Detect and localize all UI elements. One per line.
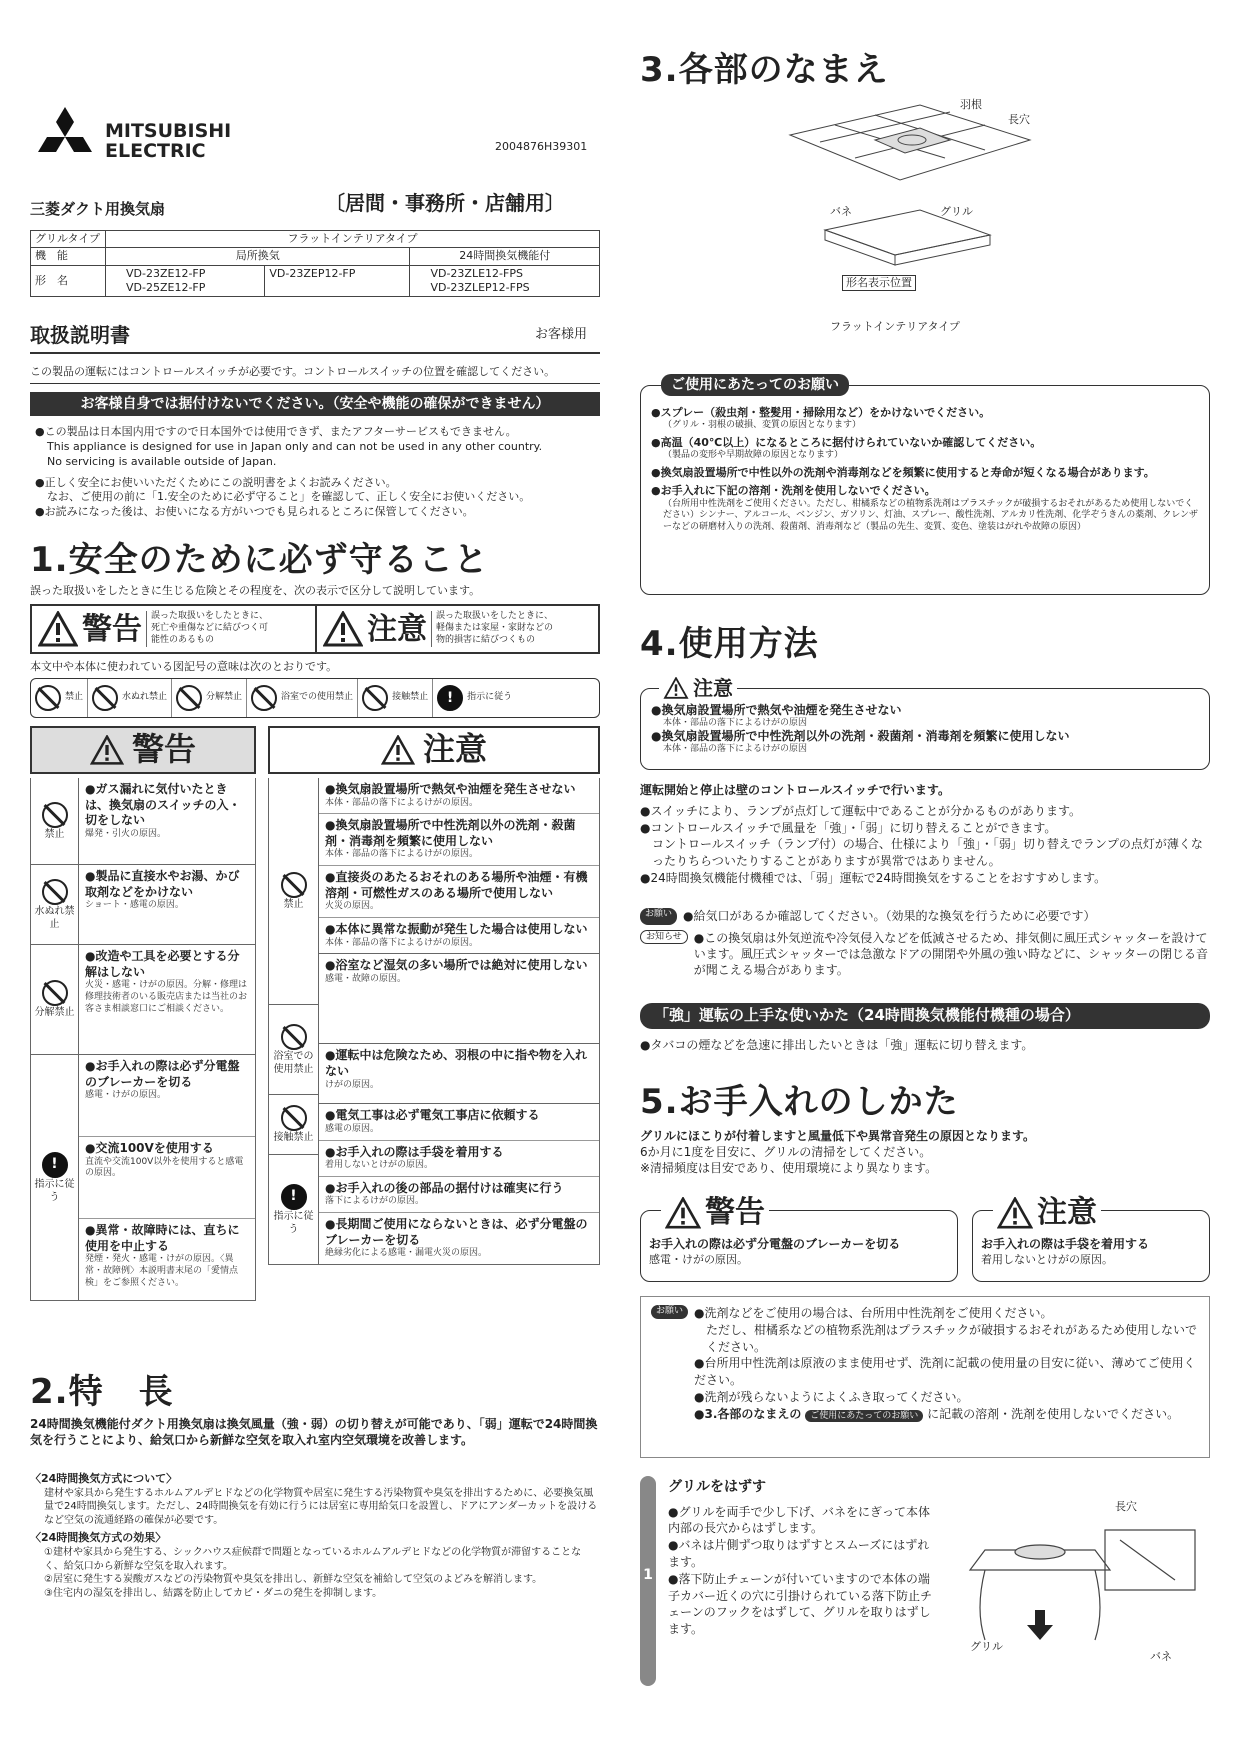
usage-request-note: お願い ●給気口があるか確認してください。（効果的な換気を行うために必要です） xyxy=(640,908,1210,925)
symbol-legend xyxy=(30,678,600,718)
warning-triangle-icon xyxy=(38,611,78,647)
warning-triangle-icon xyxy=(90,735,124,765)
no-disassembly-icon xyxy=(176,685,202,711)
mitsubishi-logo xyxy=(30,105,100,165)
caution-triangle-icon xyxy=(323,611,363,647)
cleaning-caution-box: 注意 お手入れの際は手袋を着用する 着用しないとけがの原因。 xyxy=(972,1210,1210,1282)
cleaning-warning-box: 警告 お手入れの際は必ず分電盤のブレーカーを切る 感電・けがの原因。 xyxy=(640,1210,958,1282)
usage-label: 〔居間・事務所・店舗用〕 xyxy=(325,191,565,215)
caution-table: 注意 禁止 浴室での使用禁止 接触禁止 ! 指示に従う ●換気扇設置場所で熱気や油煙を発生させない 本体・部品の落下によるけがの原因。 ●換気扇設置場所で中性洗剤以外の洗剤・殺菌剤・消毒剤を頻繁に使用しない 本体・部品の落下によるけがの原因。 ●直接炎のあたるおそれのある場所や油煙・有機溶剤・可燃性ガスのある場所で使用しない 火災の原因。 ●本体に異常な振動が発生した場合は使用しない 本体・部品の落下によるけがの原因。 ●浴室など湿気の多い場所では絶対に使用しない 感電・故障の原因。 ●運転中は危険なため、羽根の中に指や物を入れない けがの原因。 ●電気工事は必ず電気工事店に依頼する 感電の原因。 ●お手入れの際は手袋を着用する 着用しないとけがの原因。 ●お手入れの後の部品の据付けは確実に行う 落下によるけがの原因。 ●長期間ご使用にならないときは、必ず分電盤のブレーカーを切る 絶縁劣化による感電・漏電火災の原因。 xyxy=(268,726,600,1265)
prohibited-symbol: 禁止 xyxy=(31,679,88,717)
customer-label: お客様用 xyxy=(535,327,588,342)
usage-instructions: 運転開始と停止は壁のコントロールスイッチで行います。 ●スイッチにより、ランプが点灯して運転中であることが分かるものがあります。 ●コントロールスイッチで風量を「強」・「弱」に切り替えることができます。 コントロールスイッチ（ランプ付）の場合、仕様により「強」・「弱」切り替えでランプの点灯が薄くなったりちらついたりすることがありますが異常ではありません。 ●24時間換気機能付機種では、「弱」運転で24時間換気をすることをおすすめします。 xyxy=(640,783,1203,885)
no-water-symbol: 水ぬれ禁止 xyxy=(88,679,172,717)
follow-instructions-symbol: ! 指示に従う xyxy=(433,679,516,717)
section2-body: 〈24時間換気方式について〉 建材や家具から発生するホルムアルデヒドなどの化学物質や居室に発生する汚染物質や臭気を排出するために、必要換気風量で24時間換気します。ただし、24時間換気を有効に行うには居室に専用給気口を設置し、ドアにアンダーカットを設けるなど空気の流通経路の確保が必要です。 〈24時間換気方式の効果〉 ①建材や家具から発生する、シックハウス症候群で問題となっているホルムアルデヒドなどの化学物質が滞留することなく、給気口から新鮮な空気を取入れます。 ②居室に発生する炭酸ガスなどの汚染物質や臭気を排出し、新鮮な空気を補給して空気のよどみを解消します。 ③住宅内の湿気を排出し、結露を防止してカビ・ダニの発生を抑制します。 xyxy=(30,1472,598,1599)
section5-title: 5.お手入れのしかた xyxy=(640,1082,959,1122)
no-bathroom-symbol: 浴室での使用禁止 xyxy=(247,679,358,717)
brand-name: MITSUBISHI ELECTRIC xyxy=(105,120,232,162)
product-name: 三菱ダクト用換気扇 xyxy=(30,200,166,218)
section1-title: 1.安全のために必ず守ること xyxy=(30,540,489,580)
section2-title: 2.特 長 xyxy=(30,1372,174,1412)
manual-title: 取扱説明書 xyxy=(30,323,130,347)
no-disassembly-symbol: 分解禁止 xyxy=(172,679,247,717)
section1-intro: 誤った取扱いをしたときに生じる危険とその程度を、次の表示で区分して説明しています。 xyxy=(30,584,481,597)
step-number: 1 xyxy=(640,1476,656,1686)
switch-note: この製品の運転にはコントロールスイッチが必要です。コントロールスイッチの位置を確認してください。 xyxy=(30,365,556,378)
no-touch-icon xyxy=(362,685,388,711)
doc-code: 2004876H39301 xyxy=(495,140,588,153)
section3-title: 3.各部のなまえ xyxy=(640,50,889,90)
model-position-label: 形名表示位置 xyxy=(842,275,916,291)
caution-triangle-icon xyxy=(663,677,689,699)
cleaning-request-box: お願い ●洗剤などをご使用の場合は、台所用中性洗剤をご使用ください。 ただし、柑橘系などの植物系洗剤はプラスチックが破損するおそれがあるため使用しないでください。 ●台所用中性洗剤は原液のまま使用せず、洗剤に記載の使用量の目安に従い、薄めてご使用ください。 ●洗剤が残らないようによくふき取ってください。 ●3.各部のなまえの ご使用にあたってのお願い に記載の溶剤・洗剤を使用しないでください。 xyxy=(640,1296,1210,1458)
strong-mode-text: ●タバコの煙などを急速に排出したいときは「強」運転に切り替えます。 xyxy=(640,1038,1034,1052)
no-water-icon xyxy=(92,685,118,711)
usage-info-note: お知らせ ●この換気扇は外気逆流や冷気侵入などを低減させるため、排気側に風圧式シャッターを設けています。風圧式シャッターでは急激なドアの開閉や外風の強い時などに、シャッターの閉じる音が聞こえる場合があります。 xyxy=(640,930,1210,979)
install-warning-bar: お客様自身では据付けないでください。（安全や機能の確保ができません） xyxy=(30,392,600,416)
cleaning-intro: グリルにほこりが付着しますと風量低下や異常音発生の原因となります。 6か月に1度を目安に、グリルの清掃をしてください。 ※清掃頻度は目安であり、使用環境により異なります。 xyxy=(640,1129,1036,1176)
no-touch-symbol: 接触禁止 xyxy=(358,679,433,717)
spec-table: グリルタイプ フラットインテリアタイプ 機 能 局所換気 24時間換気機能付 形 名 VD-23ZE12-FP VD-25ZE12-FP VD-23ZEP12-FP VD-23ZLE12-FPS VD-23ZLEP12-FPS xyxy=(30,230,600,297)
notes: ●この製品は日本国内用ですので日本国外では使用できず、またアフターサービスもできません。 This appliance is designed for use in Japan only and can not be used in any other country. No servicing is available outside of Japan. ●正しく安全にお使いいただくためにこの説明書をよくお読みください。 なお、ご使用の前に「1.安全のために必ず守ること」を確認して、正しく安全にお使いください。 ●お読みになった後は、お使いになる方がいつでも見られるところに保管してください。 xyxy=(35,425,543,519)
section4-title: 4.使用方法 xyxy=(640,624,819,664)
grill-removal-figure: 長穴 グリル バネ xyxy=(965,1500,1210,1670)
severity-legend: 警告 誤った取扱いをしたときに、死亡や重傷などに結びつく可能性のあるもの 注意 誤った取扱いをしたときに、軽傷または家屋・家財などの物的損害に結びつくもの xyxy=(30,604,600,654)
caution-triangle-icon xyxy=(997,1197,1033,1229)
prohibited-icon xyxy=(35,685,61,711)
section2-lead: 24時間換気機能付ダクト用換気扇は換気風量（強・弱）の切り替えが可能であり、「弱」運転で24時間換気を行うことにより、給気口から新鮮な空気を取入れ室内空気環境を改善します。 xyxy=(30,1417,598,1448)
parts-diagram: 羽根 長穴 バネ グリル 形名表示位置 フラットインテリアタイプ xyxy=(780,95,1040,335)
symbols-intro: 本文中や本体に使われている図記号の意味は次のとおりです。 xyxy=(30,660,338,673)
caution-triangle-icon xyxy=(381,735,415,765)
strong-mode-bar: 「強」運転の上手な使いかた（24時間換気機能付機種の場合） xyxy=(640,1003,1210,1029)
warning-table: 警告 禁止 ●ガス漏れに気付いたときは、換気扇のスイッチの入・切をしない 爆発・引火の原因。 水ぬれ禁止 ●製品に直接水やお湯、かび取剤などをかけない ショート・感電の原因。 分解禁止 ●改造や工具を必要とする分解はしない 火災・感電・けがの原因。分解・修理は修理技術者のいる販売店または当社のお客さま相談窓口にご相談ください。 ! 指示に従う ●お手入れの際は必ず分電盤のブレーカーを切る 感電・けがの原因。 ●交流100Vを使用する 直流や交流100V以外を使用すると感電の原因。 ●異常・故障時には、直ちに使用を中止する 発煙・発火・感電・けがの原因。〈異常・故障例〉本説明書末尾の「愛情点検」をご参照ください。 xyxy=(30,726,256,1301)
no-bathroom-icon xyxy=(251,685,277,711)
warning-triangle-icon xyxy=(665,1197,701,1229)
remove-grill-step: グリルをはずす ●グリルを両手で少し下げ、バネをにぎって本体内部の長穴からはずします。 ●バネは片側ずつ取りはずすとスムーズにはずれます。 ●落下防止チェーンが付いていますので本体の端子カバー近くの穴に引掛けられている落下防止チェーンのフックをはずして、グリルを取りはずします。 xyxy=(668,1479,933,1637)
usage-caution-box: 注意 ●換気扇設置場所で熱気や油煙を発生させない 本体・部品の落下によるけがの原因 ●換気扇設置場所で中性洗剤以外の洗剤・殺菌剤・消毒剤を頻繁に使用しない 本体・部品の落下によるけがの原因 xyxy=(640,688,1210,770)
exclamation-icon: ! xyxy=(437,685,463,711)
usage-request-box: ご使用にあたってのお願い ●スプレー（殺虫剤・整髪用・掃除用など）をかけないでください。 （グリル・羽根の破損、変質の原因となります） ●高温（40℃以上）になるところに据付けられていないか確認してください。 （製品の変形や早期故障の原因となります） ●換気扇設置場所で中性以外の洗剤や消毒剤などを頻繁に使用すると寿命が短くなる場合があります。 ●お手入れに下記の溶剤・洗剤を使用しないでください。 （台所用中性洗剤をご使用ください。ただし、柑橘系などの植物系洗剤はプラスチックが破損するおそれがあるため使用しないでください）シンナー、アルコール、ベンジン、ガソリン、灯油、スプレー、酸性洗剤、アルカリ性洗剤、化学ぞうきんの薬剤、クレンザーなどの研磨材入りの洗剤、殺菌剤、消毒剤など（製品の先生、変質、変色、塗装はがれや故障の原因） xyxy=(640,385,1210,595)
